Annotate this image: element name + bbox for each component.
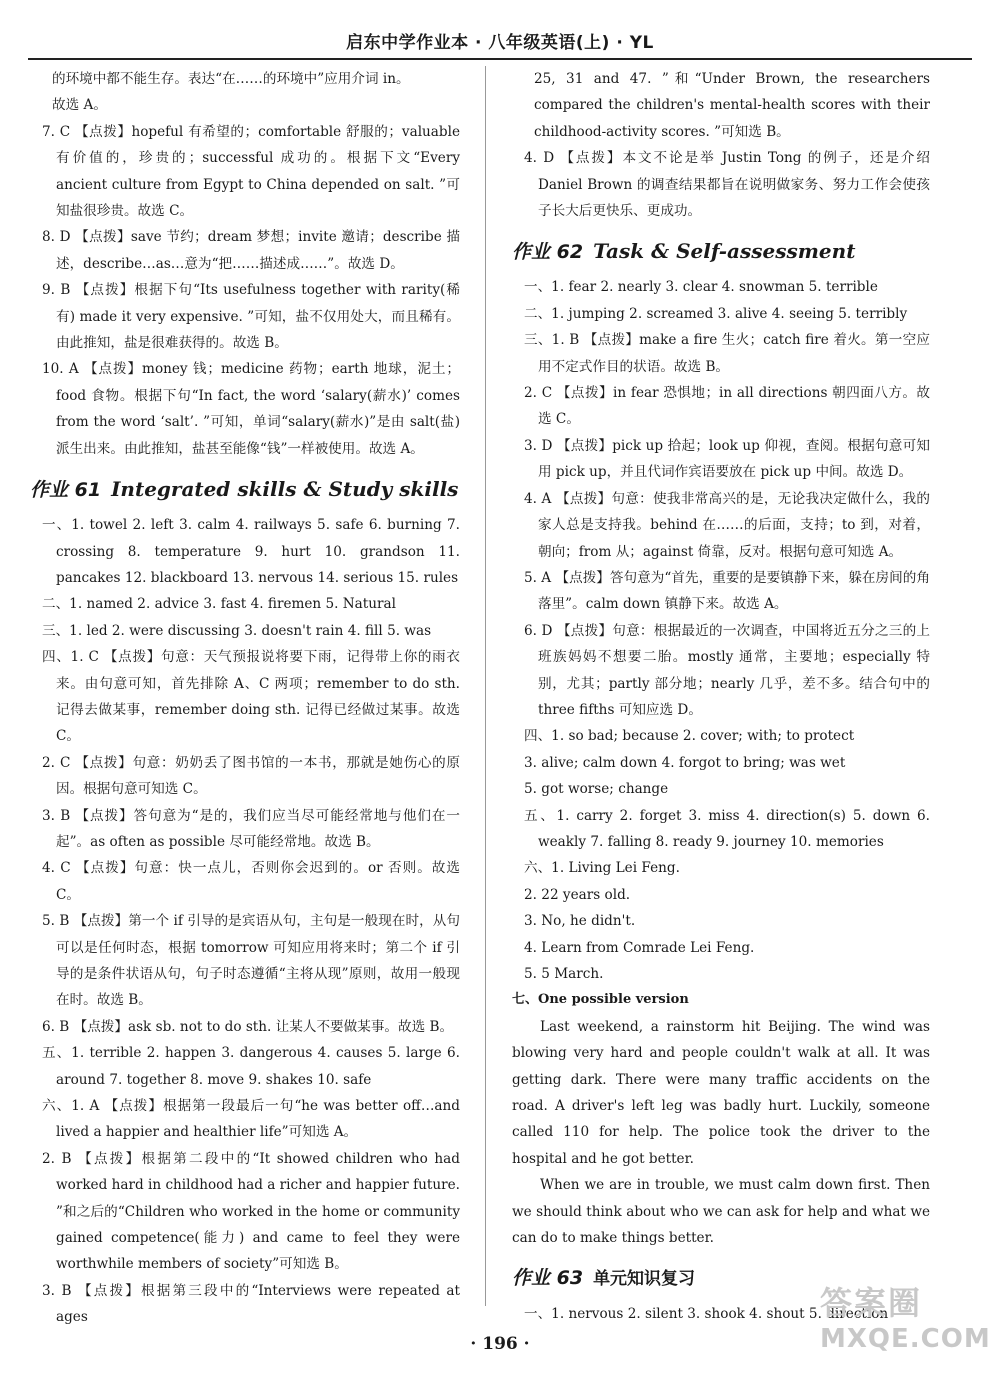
answer-line: 二、1. named 2. advice 3. fast 4. firemen 5. Natural xyxy=(42,596,396,613)
section-number: 作业 61 xyxy=(30,479,102,502)
answer-line: 5. A 【点拨】答句意为“首先，重要的是要镇静下来，躲在房间的角落里”。calm down 镇静下来。故选 A。 xyxy=(524,569,930,613)
answer-line: When we are in trouble, we must calm down first. Then we should think about who we can ask for help and what we can do to make things better. xyxy=(512,1177,930,1247)
left-column xyxy=(30,66,460,1331)
answer-line: 7. C 【点拨】hopeful 有希望的；comfortable 舒服的；valuable 有价值的，珍贵的；successful 成功的。根据下文“Every ancient culture from Egypt to China depended on salt. ”可知盐很珍贵。故选 C。 xyxy=(42,123,460,220)
answer-line: 6. B 【点拨】ask sb. not to do sth. 让某人不要做某事。故选 B。 xyxy=(42,1018,454,1035)
answer-line: 10. A 【点拨】money 钱；medicine 药物；earth 地球，泥土；food 食物。根据下句“In fact, the word ‘salary(薪水)’ comes from the word ‘salt’. ”可知，单词“salary(薪水)”是由 salt(盐)派生出来。由此推知，盐甚至能像“钱”一样被使用。故选 A。 xyxy=(42,361,460,457)
answer-line: 4. D 【点拨】本文不论是举 Justin Tong 的例子，还是介绍 Daniel Brown 的调查结果都旨在说明做家务、努力工作会使孩子长大后更快乐、更成功。 xyxy=(524,150,930,220)
answer-line: Last weekend, a rainstorm hit Beijing. The wind was blowing very hard and people couldn't walk at all. It was getting dark. There were many traffic accidents on the road. A driver's left leg was badly hurt. Luckily, someone called 110 for help. The police took the driver to the hospital and he got better. xyxy=(512,1018,930,1167)
answer-line: 五、1. terrible 2. happen 3. dangerous 4. causes 5. large 6. around 7. together 8. move 9. shakes 10. safe xyxy=(42,1045,460,1088)
answer-line: 2. B 【点拨】根据第二段中的“It showed children who had worked hard in childhood had a richer and happier future. ”和之后的“Children who worked in the home or community gained competence(能力) and came to feel they were worthwhile members of society”可知选 B。 xyxy=(42,1150,460,1273)
answer-line: 8. D 【点拨】save 节约；dream 梦想；invite 邀请；describe 描述，describe…as…意为“把……描述成……”。故选 D。 xyxy=(42,229,460,272)
section-heading xyxy=(512,234,930,268)
answer-line: 三、1. led 2. were discussing 3. doesn't rain 4. fill 5. was xyxy=(42,622,432,639)
section-number: 作业 63 xyxy=(512,1267,584,1290)
answer-line: 四、1. C 【点拨】句意：天气预报说将要下雨，记得带上你的雨衣来。由句意可知，首先排除 A、C 两项；remember to do sth. 记得去做某事，remember doing sth. 记得已经做过某事。故选 C。 xyxy=(42,649,460,745)
answer-line: 六、1. Living Lei Feng. xyxy=(524,860,680,877)
answer-line: 5. 5 March. xyxy=(524,966,604,982)
answer-line: 5. got worse; change xyxy=(524,781,669,798)
answer-line: 四、1. so bad; because 2. cover; with; to protect xyxy=(524,728,855,745)
answer-line: 五、1. carry 2. forget 3. miss 4. direction(s) 5. down 6. weakly 7. falling 8. ready 9. journey 10. memories xyxy=(524,807,930,850)
answer-line: 4. C 【点拨】句意：快一点儿，否则你会迟到的。or 否则。故选 C。 xyxy=(42,860,460,903)
watermark-logo xyxy=(810,1278,991,1368)
answer-line: 2. C 【点拨】in fear 恐惧地；in all directions 朝四面八方。故选 C。 xyxy=(524,385,930,428)
answer-line: 3. B 【点拨】答句意为“是的，我们应当尽可能经常地与他们在一起”。as often as possible 尽可能经常地。故选 B。 xyxy=(42,807,460,850)
answer-line: 3. B 【点拨】根据第三段中的“Interviews were repeated at ages xyxy=(42,1282,460,1326)
answer-line: 三、1. B 【点拨】make a fire 生火；catch fire 着火。第一空应用不定式作目的状语。故选 B。 xyxy=(524,332,930,375)
running-header xyxy=(28,28,972,60)
answer-line: 六、1. A 【点拨】根据第一段最后一句“he was better off…and lived a happier and healthier life”可知选 A。 xyxy=(42,1098,460,1141)
watermark-text: 答案圈 xyxy=(820,1284,923,1322)
answer-line: 4. A 【点拨】句意：使我非常高兴的是，无论我决定做什么，我的家人总是支持我。behind 在……的后面，支持；to 到，对着，朝向；from 从；against 倚靠，反对。根据句意可知选 A。 xyxy=(524,490,930,560)
watermark-url: MXQE.COM xyxy=(820,1324,991,1354)
section-number: 作业 62 xyxy=(512,241,584,264)
answer-line: 二、1. jumping 2. screamed 3. alive 4. seeing 5. terribly xyxy=(524,305,908,322)
answer-line: 25, 31 and 47. ”和“Under Brown, the researchers compared the children's mental-health scores with their childhood-activity scores. ”可知选 B。 xyxy=(534,71,930,140)
answer-line: 6. D 【点拨】句意：根据最近的一次调查，中国将近五分之三的上班族妈妈不想要二胎。mostly 通常，主要地；especially 特别，尤其；partly 部分地；nearly 几乎，差不多。结合句中的 three fifths 可知应选 D。 xyxy=(524,622,930,718)
answer-line: 七、One possible version xyxy=(512,992,689,1008)
answer-line: 3. D 【点拨】pick up 拾起；look up 仰视，查阅。根据句意可知用 pick up，并且代词作宾语要放在 pick up 中间。故选 D。 xyxy=(524,437,930,481)
answer-line: 一、1. nervous 2. silent 3. shook 4. shout 5. direction xyxy=(524,1306,889,1323)
answer-line: 一、1. towel 2. left 3. calm 4. railways 5. safe 6. burning 7. crossing 8. temperature 9. hurt 10. grandson 11. pancakes 12. blackboard 13. nervous 14. serious 15. rules xyxy=(42,517,460,586)
answer-line: 2. C 【点拨】句意：奶奶丢了图书馆的一本书，那就是她伤心的原因。根据句意可知选 C。 xyxy=(42,754,460,798)
header-title: 启东中学作业本 · 八年级英语(上) · YL xyxy=(346,33,654,53)
section-title: 单元知识复习 xyxy=(593,1269,696,1290)
page-number: · 196 · xyxy=(470,1334,530,1354)
answer-line: 2. 22 years old. xyxy=(524,886,631,903)
right-column xyxy=(512,66,930,1328)
answer-line: 故选 A。 xyxy=(52,97,107,114)
answer-line: 4. Learn from Comrade Lei Feng. xyxy=(524,939,755,956)
answer-line: 9. B 【点拨】根据下句“Its usefulness together with rarity(稀有) made it very expensive. ”可知，盐不仅用处大，而且稀有。由此推知，盐是很难获得的。故选 B。 xyxy=(42,282,460,352)
section-title: Task & Self-assessment xyxy=(593,239,856,264)
answer-line: 5. B 【点拨】第一个 if 引导的是宾语从句，主句是一般现在时，从句可以是任何时态，根据 tomorrow 可知应用将来时；第二个 if 引导的是条件状语从句，句子时态遵循“主将从现”原则，故用一般现在时。故选 B。 xyxy=(42,913,460,1009)
answer-line: 3. No, he didn't. xyxy=(524,913,636,930)
answer-line: 的环境中都不能生存。表达“在……的环境中”应用介词 in。 xyxy=(52,71,410,87)
answer-line: 3. alive; calm down 4. forgot to bring; was wet xyxy=(524,754,846,771)
column-divider xyxy=(485,66,486,1306)
answer-line: 一、1. fear 2. nearly 3. clear 4. snowman 5. terrible xyxy=(524,279,878,296)
section-heading xyxy=(30,472,460,506)
section-title: Integrated skills & Study skills xyxy=(111,477,459,502)
